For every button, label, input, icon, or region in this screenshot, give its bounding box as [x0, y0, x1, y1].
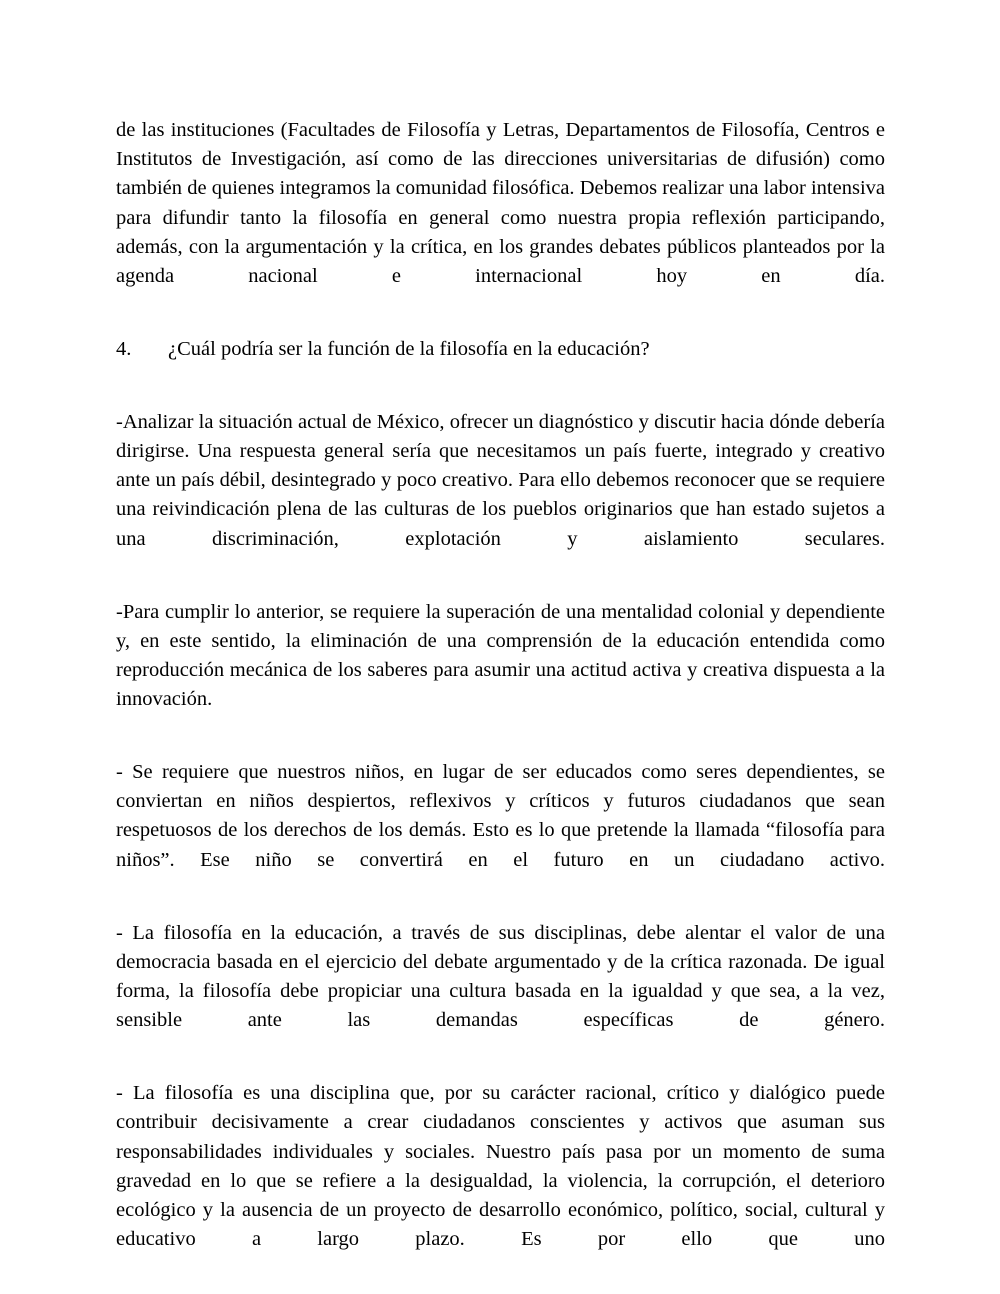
paragraph-se-requiere-ninos: - Se requiere que nuestros niños, en lugar de ser educados como seres dependientes, se conviertan en niños despiertos, reflexivos y críticos y futuros ciudadanos que sean respetuosos de los derechos de los demás. Esto es lo que pretende la llamada “filosofía para niños”. Ese niño se convertirá en el futuro en un ciudadano activo.	[116, 761, 885, 871]
paragraph-analizar-situacion: -Analizar la situación actual de México, ofrecer un diagnóstico y discutir hacia dónde debería dirigirse. Una respuesta general sería que necesitamos un país fuerte, integrado y creativo ante un país débil, desintegrado y poco creativo. Para ello debemos reconocer que se requiere una reivindicación plena de las culturas de los pueblos originarios que han estado sujetos a una discriminación, explotación y aislamiento seculares.	[116, 410, 885, 550]
question-text: ¿Cuál podría ser la función de la filosofía en la educación?	[168, 337, 650, 360]
question-number: 4.	[116, 337, 132, 360]
paragraph-filosofia-en-educacion: - La filosofía en la educación, a través de sus disciplinas, debe alentar el valor de una democracia basada en el ejercicio del debate argumentado y de la crítica razonada. De igual forma, la filosofía debe propiciar una cultura basada en la igualdad y que sea, a la vez, sensible ante las demandas específicas de género.	[116, 921, 885, 1032]
document-text-column	[116, 116, 885, 1284]
paragraph-para-cumplir: -Para cumplir lo anterior, se requiere la superación de una mentalidad colonial y dependiente y, en este sentido, la eliminación de una comprensión de la educación entendida como reproducción mecánica de los saberes para asumir una actitud activa y creativa dispuesta a la innovación.	[116, 600, 885, 711]
numbered-question-4	[116, 335, 885, 393]
paragraph-filosofia-disciplina: - La filosofía es una disciplina que, por su carácter racional, crítico y dialógico puede contribuir decisivamente a crear ciudadanos conscientes y activos que asuman sus responsabilidades individuales y sociales. Nuestro país pasa por un momento de suma gravedad en lo que se refiere a la desigualdad, la violencia, la corrupción, el deterioro ecológico y la ausencia de un proyecto de desarrollo económico, político, social, cultural y educativo a largo plazo. Es por ello que uno	[116, 1082, 885, 1251]
paragraph-instituciones: de las instituciones (Facultades de Filosofía y Letras, Departamentos de Filosofía, Centros e Institutos de Investigación, así como de las direcciones universitarias de difusión) como también de quienes integramos la comunidad filosófica. Debemos realizar una labor intensiva para difundir tanto la filosofía en general como nuestra propia reflexión participando, además, con la argumentación y la crítica, en los grandes debates públicos planteados por la agenda nacional e internacional hoy en día.	[116, 119, 885, 288]
